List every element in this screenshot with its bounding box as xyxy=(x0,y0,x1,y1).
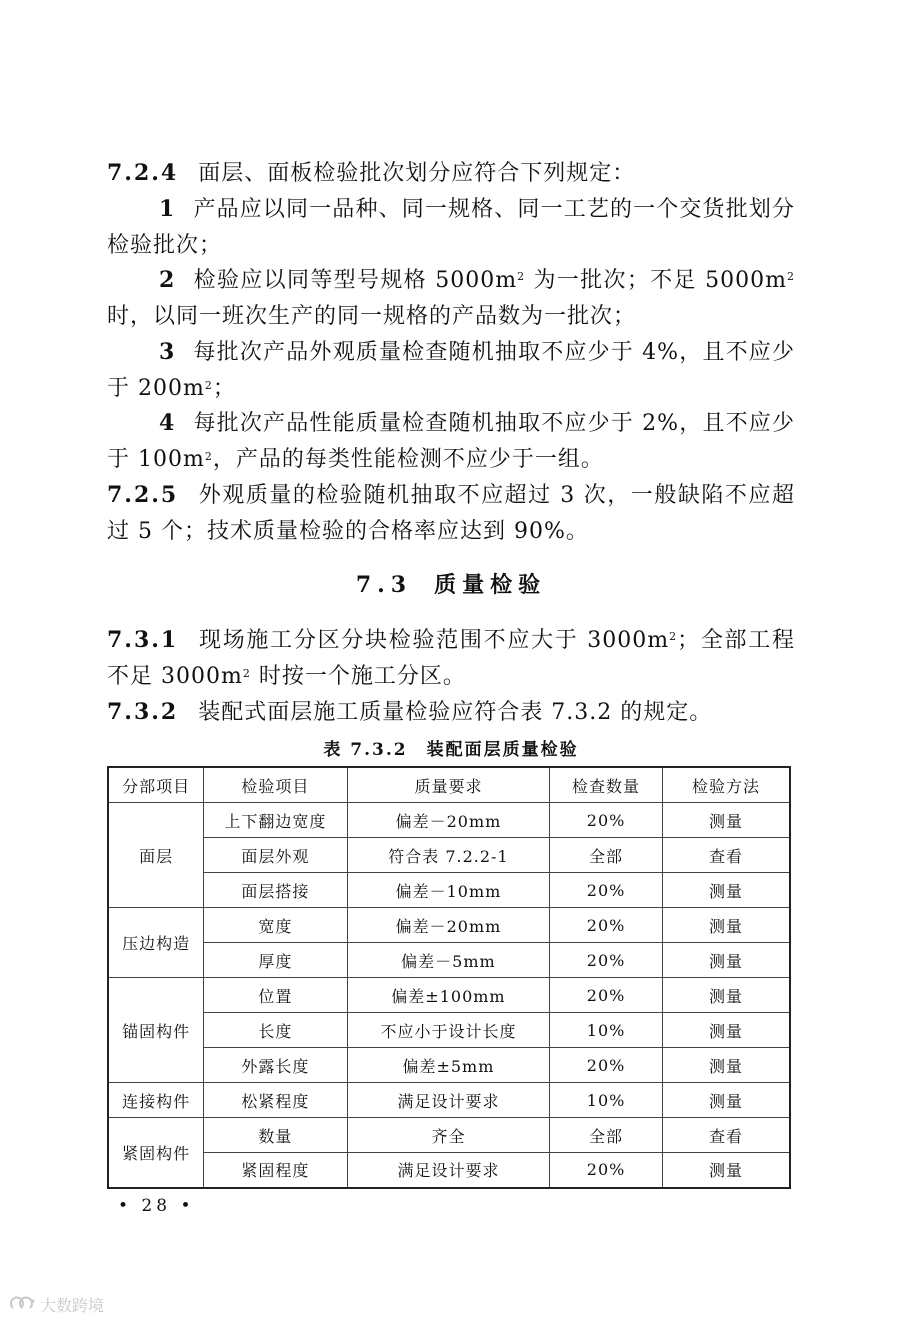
table-cell: 面层搭接 xyxy=(204,873,348,908)
clause-number: 7.2.4 xyxy=(107,160,179,186)
table-cell: 厚度 xyxy=(204,943,348,978)
clause-7-3-2 xyxy=(107,694,795,731)
section-heading xyxy=(107,568,795,599)
group-cell: 压边构造 xyxy=(108,908,204,978)
table-cell: 齐全 xyxy=(347,1118,550,1153)
clause-number: 7.3.2 xyxy=(107,699,179,725)
section-number: 7.3 xyxy=(355,572,413,598)
clause-number: 7.2.5 xyxy=(107,482,179,508)
table-cell: 长度 xyxy=(204,1013,348,1048)
table-cell: 测量 xyxy=(662,943,790,978)
subclause-text: 每批次产品性能质量检查随机抽取不应少于 2%，且不应少于 100m xyxy=(107,411,795,472)
table-cell: 满足设计要求 xyxy=(347,1083,550,1118)
table-cell: 20% xyxy=(550,943,663,978)
header-cell: 质量要求 xyxy=(347,767,550,803)
table-cell: 查看 xyxy=(662,1118,790,1153)
clause-7-2-5 xyxy=(107,477,795,550)
header-cell: 检验项目 xyxy=(204,767,348,803)
table-cell: 测量 xyxy=(662,1153,790,1188)
watermark xyxy=(10,1293,104,1316)
table-cell: 测量 xyxy=(662,873,790,908)
table-cell: 偏差±100mm xyxy=(347,978,550,1013)
table-cell: 查看 xyxy=(662,838,790,873)
table-row xyxy=(108,1048,790,1083)
subclause-2 xyxy=(107,262,795,335)
table-cell: 偏差±5mm xyxy=(347,1048,550,1083)
table-cell: 偏差－10mm xyxy=(347,873,550,908)
table-cell: 全部 xyxy=(550,838,663,873)
table-row xyxy=(108,978,790,1013)
clause-7-2-4 xyxy=(107,155,795,192)
table-cell: 20% xyxy=(550,1153,663,1188)
table-row xyxy=(108,1118,790,1153)
subclause-text: 每批次产品外观质量检查随机抽取不应少于 4%，且不应少于 200m xyxy=(107,340,795,401)
subclause-text: ； xyxy=(212,376,236,401)
superscript: 2 xyxy=(242,667,251,680)
table-cell: 数量 xyxy=(204,1118,348,1153)
subclause-number: 1 xyxy=(159,196,176,222)
watermark-text: 大数跨境 xyxy=(40,1296,105,1315)
group-cell: 连接构件 xyxy=(108,1083,204,1118)
table-cell: 测量 xyxy=(662,1083,790,1118)
header-cell: 检验方法 xyxy=(662,767,790,803)
subclause-number: 2 xyxy=(159,267,176,293)
table-caption: 表 7.3.2 装配面层质量检验 xyxy=(323,740,579,760)
table-row xyxy=(108,1013,790,1048)
clause-text: 面层、面板检验批次划分应符合下列规定： xyxy=(198,161,636,186)
table-cell: 20% xyxy=(550,908,663,943)
header-cell: 分部项目 xyxy=(108,767,204,803)
table-cell: 偏差－5mm xyxy=(347,943,550,978)
table-row xyxy=(108,1153,790,1188)
section-title: 质量检验 xyxy=(434,572,547,598)
table-cell: 偏差－20mm xyxy=(347,803,550,838)
table-cell: 测量 xyxy=(662,978,790,1013)
table-row xyxy=(108,1083,790,1118)
clause-text: 装配式面层施工质量检验应符合表 7.3.2 的规定。 xyxy=(198,700,713,725)
table-cell: 外露长度 xyxy=(204,1048,348,1083)
table-cell: 20% xyxy=(550,978,663,1013)
table-cell: 不应小于设计长度 xyxy=(347,1013,550,1048)
table-cell: 符合表 7.2.2-1 xyxy=(347,838,550,873)
table-cell: 20% xyxy=(550,873,663,908)
table-row xyxy=(108,943,790,978)
superscript: 2 xyxy=(669,630,678,643)
table-cell: 测量 xyxy=(662,1013,790,1048)
superscript: 2 xyxy=(787,270,795,283)
table-cell: 10% xyxy=(550,1013,663,1048)
superscript: 2 xyxy=(517,270,526,283)
subclause-3 xyxy=(107,334,795,407)
table-row xyxy=(108,838,790,873)
watermark-logo-icon xyxy=(10,1296,36,1314)
subclause-4 xyxy=(107,405,795,478)
table-row xyxy=(108,803,790,838)
table-cell: 面层外观 xyxy=(204,838,348,873)
table-cell: 宽度 xyxy=(204,908,348,943)
table-cell: 测量 xyxy=(662,803,790,838)
subclause-text: 为一批次；不足 5000m xyxy=(525,268,787,293)
table-cell: 测量 xyxy=(662,1048,790,1083)
table-cell: 紧固程度 xyxy=(204,1153,348,1188)
table-cell: 满足设计要求 xyxy=(347,1153,550,1188)
table-cell: 测量 xyxy=(662,908,790,943)
table-cell: 偏差－20mm xyxy=(347,908,550,943)
subclause-text: 时，以同一班次生产的同一规格的产品数为一批次； xyxy=(107,304,637,329)
clause-text: 外观质量的检验随机抽取不应超过 3 次，一般缺陷不应超过 5 个；技术质量检验的合格率应达到 90%。 xyxy=(107,483,795,544)
table-row xyxy=(108,873,790,908)
quality-inspection-table xyxy=(107,766,791,1189)
superscript: 2 xyxy=(204,379,213,392)
clause-text: 现场施工分区分块检验范围不应大于 3000m xyxy=(198,628,670,653)
subclause-1 xyxy=(107,191,795,264)
group-cell: 紧固构件 xyxy=(108,1118,204,1188)
table-row xyxy=(108,908,790,943)
subclause-number: 3 xyxy=(159,339,176,365)
table-cell: 20% xyxy=(550,803,663,838)
clause-text: 时按一个施工分区。 xyxy=(250,664,466,689)
subclause-text: 产品应以同一品种、同一规格、同一工艺的一个交货批划分检验批次； xyxy=(107,197,795,258)
table-header-row xyxy=(108,767,790,803)
clause-text: ；全部工程不足 3000m xyxy=(107,628,795,689)
table-cell: 20% xyxy=(550,1048,663,1083)
header-cell: 检查数量 xyxy=(550,767,663,803)
table-cell: 全部 xyxy=(550,1118,663,1153)
subclause-text: ，产品的每类性能检测不应少于一组。 xyxy=(212,447,604,472)
page-number: • 28 • xyxy=(118,1196,195,1216)
table-cell: 上下翻边宽度 xyxy=(204,803,348,838)
table-cell: 松紧程度 xyxy=(204,1083,348,1118)
group-cell: 面层 xyxy=(108,803,204,908)
clause-7-3-1 xyxy=(107,622,795,695)
subclause-number: 4 xyxy=(159,410,176,436)
subclause-text: 检验应以同等型号规格 5000m xyxy=(193,268,518,293)
superscript: 2 xyxy=(204,450,213,463)
group-cell: 锚固构件 xyxy=(108,978,204,1083)
table-cell: 10% xyxy=(550,1083,663,1118)
table-cell: 位置 xyxy=(204,978,348,1013)
clause-number: 7.3.1 xyxy=(107,627,179,653)
